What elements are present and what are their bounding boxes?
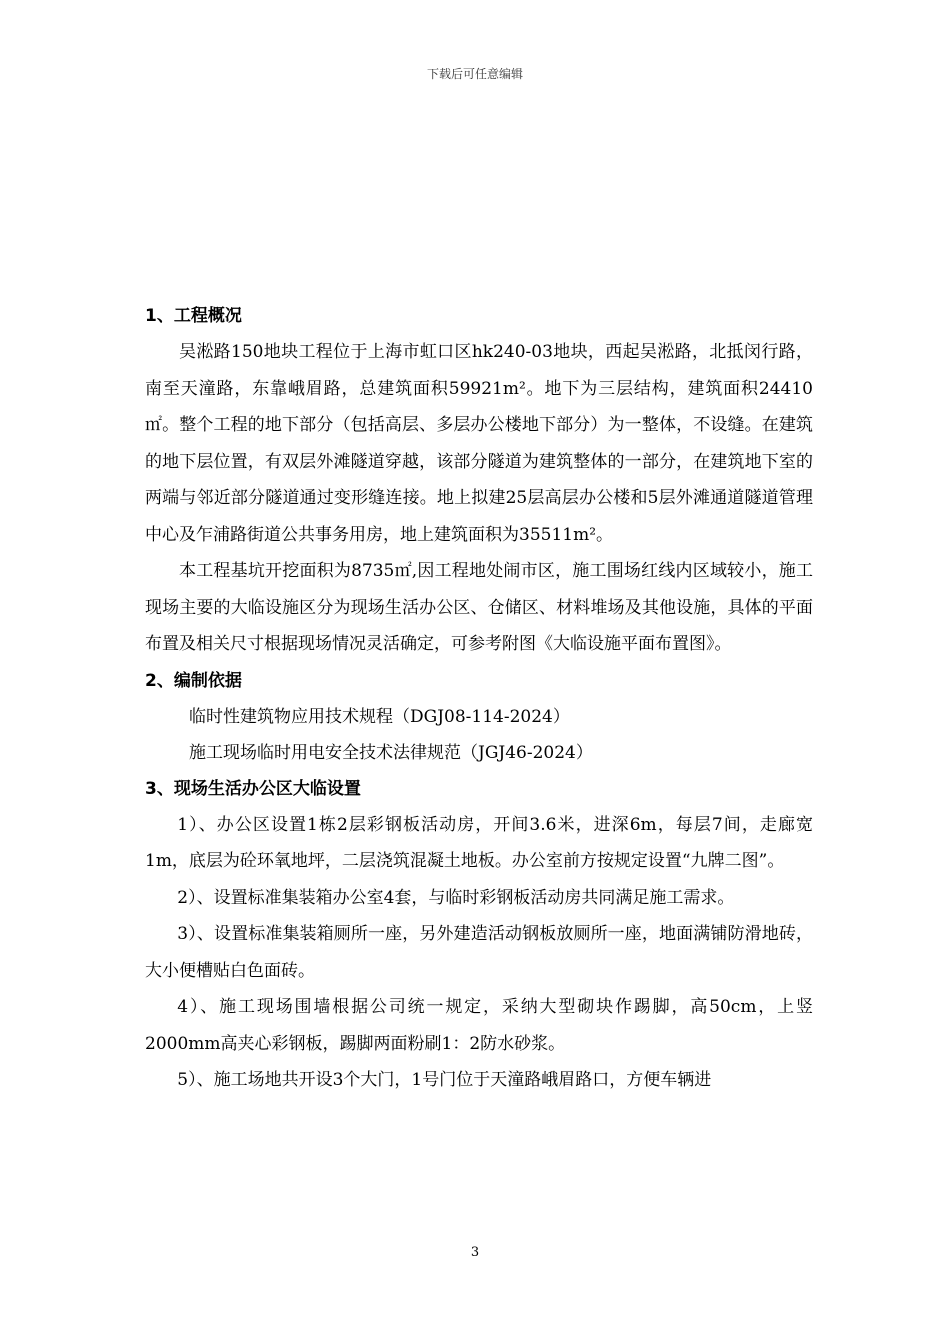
list-item: 2）、设置标准集装箱办公室4套，与临时彩钢板活动房共同满足施工需求。 <box>177 887 735 908</box>
document-body <box>145 298 813 1099</box>
section-heading: 1、工程概况 <box>145 306 242 326</box>
section-heading: 3、现场生活办公区大临设置 <box>145 778 361 799</box>
section-site-office-setup <box>145 771 813 1099</box>
section-heading: 2、编制依据 <box>145 670 242 691</box>
page-header-note: 下载后可任意编辑 <box>426 67 523 81</box>
paragraph: 吴淞路150地块工程位于上海市虹口区hk240-03地块，西起吴淞路，北抵闵行路，南至天潼路，东靠峨眉路，总建筑面积59921m²。地下为三层结构，建筑面积24410 ㎡。整个工程的地下部分（包括高层、多层办公楼地下部分）为一整体，不设缝。在建筑的地下层位置，有双层外滩隧道穿越，该部分隧道为建筑整体的一部分，在建筑地下室的两端与邻近部分隧道通过变形缝连接。地上拟建25层高层办公楼和5层外滩通道隧道管理中心及乍浦路街道公共事务用房，地上建筑面积为35511m²。 <box>145 342 813 545</box>
list-item: 1）、办公区设置1栋2层彩钢板活动房，开间3.6米，进深6m，每层7间，走廊宽1m，底层为砼环氧地坪，二层浇筑混凝土地板。办公室前方按规定设置“九牌二图”。 <box>145 814 813 871</box>
list-item: 3）、设置标准集装箱厕所一座，另外建造活动钢板放厕所一座，地面满铺防滑地砖，大小便槽贴白色面砖。 <box>145 924 813 981</box>
list-item: 5）、施工场地共开设3个大门，1号门位于天潼路峨眉路口，方便车辆进 <box>177 1070 712 1090</box>
reference-item: 施工现场临时用电安全技术法律规范（JGJ46-2024） <box>189 742 593 763</box>
section-compilation-basis <box>145 663 813 771</box>
section-project-overview <box>145 298 813 663</box>
list-item: 4）、施工现场围墙根据公司统一规定，采纳大型砌块作踢脚，高50cm，上竖2000mm高夹心彩钢板，踢脚两面粉刷1：2防水砂浆。 <box>145 997 813 1054</box>
page-number: 3 <box>470 1245 480 1260</box>
paragraph: 本工程基坑开挖面积为8735㎡,因工程地处闹市区，施工围场红线内区域较小，施工现场主要的大临设施区分为现场生活办公区、仓储区、材料堆场及其他设施，具体的平面布置及相关尺寸根据现场情况灵活确定，可参考附图《大临设施平面布置图》。 <box>145 561 813 654</box>
reference-item: 临时性建筑物应用技术规程（DGJ08-114-2024） <box>189 706 570 727</box>
